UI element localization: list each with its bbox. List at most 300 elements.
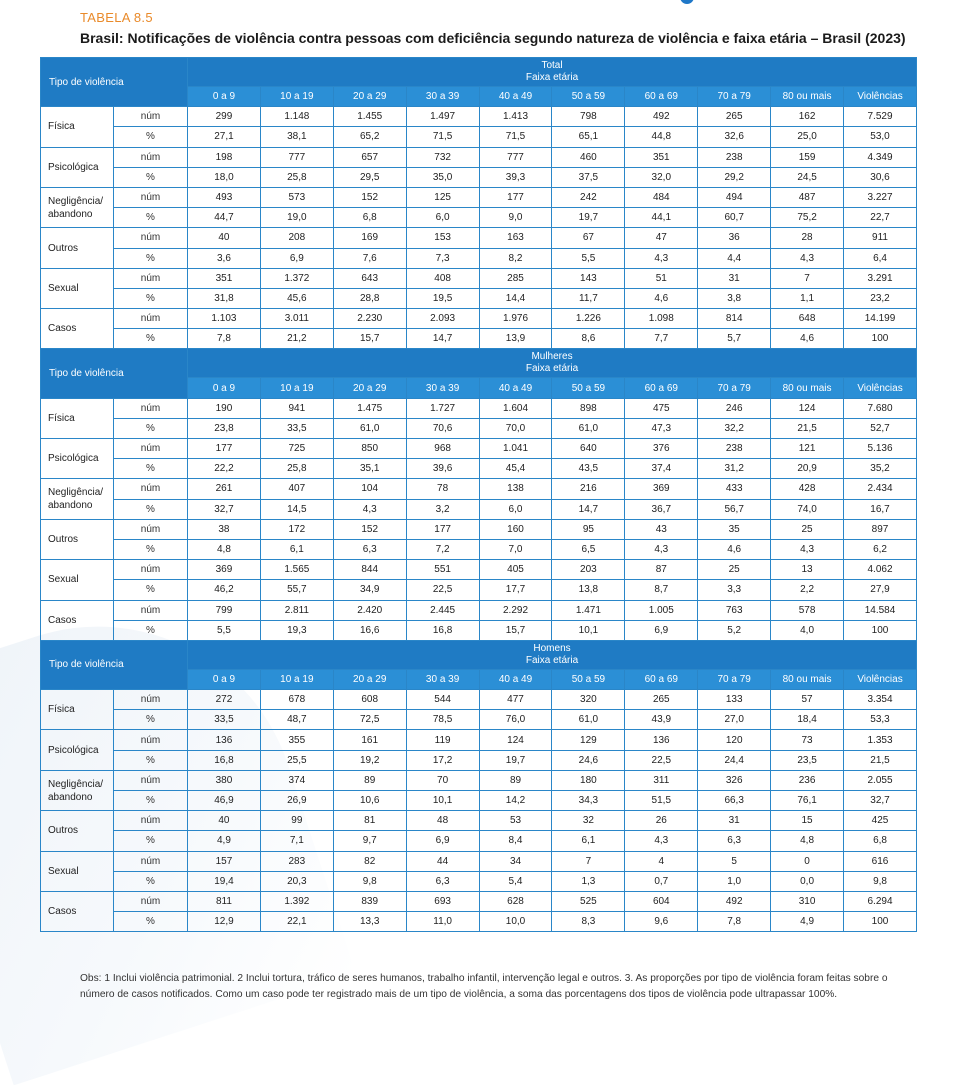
table-cell: 43,5 [552, 459, 625, 479]
table-cell: 6,9 [260, 248, 333, 268]
table-cell: 32,6 [698, 127, 771, 147]
table-cell: 1.565 [260, 560, 333, 580]
table-cell: 6,0 [479, 499, 552, 519]
table-cell: 61,0 [552, 710, 625, 730]
unit-num-label: núm [114, 891, 188, 911]
unit-pct-label: % [114, 208, 188, 228]
table-cell: 72,5 [333, 710, 406, 730]
table-cell: 1.005 [625, 600, 698, 620]
table-cell: 408 [406, 268, 479, 288]
table-cell: 657 [333, 147, 406, 167]
table-cell: 73 [771, 730, 844, 750]
table-cell: 87 [625, 560, 698, 580]
table-cell: 30,6 [844, 167, 917, 187]
table-cell: 376 [625, 439, 698, 459]
table-row [41, 398, 917, 418]
table-cell: 162 [771, 107, 844, 127]
table-cell: 57 [771, 690, 844, 710]
group-subtitle: Faixa etária [525, 654, 579, 666]
table-cell: 203 [552, 560, 625, 580]
table-row [41, 248, 917, 268]
table-cell: 19,7 [479, 750, 552, 770]
table-cell: 15 [771, 811, 844, 831]
table-cell: 1.471 [552, 600, 625, 620]
table-cell: 551 [406, 560, 479, 580]
table-cell: 2.292 [479, 600, 552, 620]
violence-type-label: Sexual [41, 851, 114, 891]
table-cell: 8,4 [479, 831, 552, 851]
age-header: 20 a 29 [333, 87, 406, 107]
table-cell: 13,9 [479, 329, 552, 349]
table-row [41, 167, 917, 187]
table-cell: 23,5 [771, 750, 844, 770]
table-cell: 14.199 [844, 309, 917, 329]
table-cell: 53,3 [844, 710, 917, 730]
table-cell: 26 [625, 811, 698, 831]
table-cell: 407 [260, 479, 333, 499]
table-cell: 177 [479, 187, 552, 207]
table-row [41, 620, 917, 640]
table-cell: 460 [552, 147, 625, 167]
table-cell: 4,3 [333, 499, 406, 519]
table-cell: 11,0 [406, 912, 479, 932]
table-cell: 9,6 [625, 912, 698, 932]
table-row [41, 288, 917, 308]
table-cell: 238 [698, 439, 771, 459]
table-cell: 40 [188, 228, 261, 248]
table-cell: 1,0 [698, 871, 771, 891]
table-cell: 14,7 [406, 329, 479, 349]
table-cell: 23,2 [844, 288, 917, 308]
table-cell: 5,4 [479, 871, 552, 891]
table-cell: 25,8 [260, 459, 333, 479]
unit-num-label: núm [114, 811, 188, 831]
table-row [41, 418, 917, 438]
violence-type-label: Negligência/ abandono [41, 479, 114, 519]
table-cell: 2.434 [844, 479, 917, 499]
table-cell: 66,3 [698, 791, 771, 811]
table-cell: 48 [406, 811, 479, 831]
table-cell: 2.093 [406, 309, 479, 329]
table-cell: 7,7 [625, 329, 698, 349]
table-cell: 643 [333, 268, 406, 288]
table-cell: 369 [625, 479, 698, 499]
table-row [41, 309, 917, 329]
table-cell: 1.226 [552, 309, 625, 329]
age-header: 70 a 79 [698, 87, 771, 107]
table-cell: 11,7 [552, 288, 625, 308]
table-row [41, 730, 917, 750]
table-cell: 4,9 [771, 912, 844, 932]
table-cell: 798 [552, 107, 625, 127]
table-cell: 78 [406, 479, 479, 499]
data-table [40, 57, 917, 932]
table-cell: 46,9 [188, 791, 261, 811]
table-cell: 16,7 [844, 499, 917, 519]
age-header: 30 a 39 [406, 378, 479, 398]
violence-type-label: Outros [41, 228, 114, 268]
unit-pct-label: % [114, 127, 188, 147]
table-cell: 7,6 [333, 248, 406, 268]
table-cell: 25 [698, 560, 771, 580]
table-cell: 4,4 [698, 248, 771, 268]
table-cell: 157 [188, 851, 261, 871]
table-cell: 725 [260, 439, 333, 459]
table-cell: 8,7 [625, 580, 698, 600]
table-cell: 2.445 [406, 600, 479, 620]
table-row [41, 459, 917, 479]
table-cell: 7 [771, 268, 844, 288]
table-cell: 21,5 [771, 418, 844, 438]
table-cell: 1,1 [771, 288, 844, 308]
table-cell: 100 [844, 620, 917, 640]
table-row [41, 600, 917, 620]
table-cell: 53 [479, 811, 552, 831]
table-cell: 492 [698, 891, 771, 911]
unit-pct-label: % [114, 831, 188, 851]
table-cell: 433 [698, 479, 771, 499]
table-cell: 7,1 [260, 831, 333, 851]
table-cell: 22,5 [625, 750, 698, 770]
table-cell: 777 [260, 147, 333, 167]
table-cell: 5.136 [844, 439, 917, 459]
table-cell: 14,7 [552, 499, 625, 519]
table-cell: 6,9 [625, 620, 698, 640]
unit-num-label: núm [114, 228, 188, 248]
unit-pct-label: % [114, 248, 188, 268]
table-cell: 640 [552, 439, 625, 459]
table-cell: 10,1 [406, 791, 479, 811]
table-cell: 81 [333, 811, 406, 831]
table-row [41, 147, 917, 167]
table-cell: 19,7 [552, 208, 625, 228]
table-cell: 7,8 [698, 912, 771, 932]
table-cell: 4,8 [771, 831, 844, 851]
table-cell: 283 [260, 851, 333, 871]
unit-pct-label: % [114, 912, 188, 932]
group-header-row [41, 58, 917, 87]
table-row [41, 871, 917, 891]
group-header-row [41, 349, 917, 378]
table-cell: 24,6 [552, 750, 625, 770]
violence-type-label: Casos [41, 600, 114, 640]
table-cell: 9,8 [844, 871, 917, 891]
table-cell: 1,3 [552, 871, 625, 891]
table-cell: 16,8 [188, 750, 261, 770]
table-cell: 4 [625, 851, 698, 871]
table-cell: 1.604 [479, 398, 552, 418]
table-cell: 25 [771, 519, 844, 539]
table-cell: 941 [260, 398, 333, 418]
table-cell: 22,1 [260, 912, 333, 932]
table-cell: 678 [260, 690, 333, 710]
table-cell: 39,3 [479, 167, 552, 187]
table-cell: 24,4 [698, 750, 771, 770]
table-cell: 799 [188, 600, 261, 620]
table-row [41, 208, 917, 228]
table-cell: 23,8 [188, 418, 261, 438]
table-cell: 32 [552, 811, 625, 831]
table-cell: 811 [188, 891, 261, 911]
table-cell: 898 [552, 398, 625, 418]
table-cell: 20,3 [260, 871, 333, 891]
table-cell: 285 [479, 268, 552, 288]
table-cell: 47,3 [625, 418, 698, 438]
table-row [41, 690, 917, 710]
table-cell: 136 [625, 730, 698, 750]
table-cell: 65,2 [333, 127, 406, 147]
table-cell: 35 [698, 519, 771, 539]
unit-num-label: núm [114, 600, 188, 620]
table-cell: 3,8 [698, 288, 771, 308]
table-cell: 152 [333, 519, 406, 539]
table-cell: 25,8 [260, 167, 333, 187]
violence-type-label: Física [41, 398, 114, 438]
table-cell: 76,0 [479, 710, 552, 730]
table-cell: 616 [844, 851, 917, 871]
table-cell: 19,4 [188, 871, 261, 891]
table-cell: 1.976 [479, 309, 552, 329]
group-title-cell [188, 640, 917, 669]
table-cell: 2.420 [333, 600, 406, 620]
unit-num-label: núm [114, 107, 188, 127]
age-header: 20 a 29 [333, 378, 406, 398]
table-cell: 492 [625, 107, 698, 127]
table-cell: 1.103 [188, 309, 261, 329]
table-cell: 261 [188, 479, 261, 499]
table-cell: 477 [479, 690, 552, 710]
violence-type-label: Psicológica [41, 730, 114, 770]
table-cell: 6,8 [844, 831, 917, 851]
table-cell: 18,0 [188, 167, 261, 187]
violence-type-label: Psicológica [41, 439, 114, 479]
table-cell: 74,0 [771, 499, 844, 519]
table-row [41, 750, 917, 770]
table-cell: 19,5 [406, 288, 479, 308]
table-cell: 36,7 [625, 499, 698, 519]
table-cell: 31 [698, 811, 771, 831]
table-cell: 89 [479, 770, 552, 790]
table-cell: 177 [188, 439, 261, 459]
table-cell: 208 [260, 228, 333, 248]
table-cell: 44 [406, 851, 479, 871]
table-cell: 24,5 [771, 167, 844, 187]
table-cell: 104 [333, 479, 406, 499]
table-cell: 16,6 [333, 620, 406, 640]
table-cell: 60,7 [698, 208, 771, 228]
age-header: 20 a 29 [333, 669, 406, 689]
table-cell: 159 [771, 147, 844, 167]
age-header: 50 a 59 [552, 669, 625, 689]
age-header: 80 ou mais [771, 669, 844, 689]
table-cell: 169 [333, 228, 406, 248]
table-cell: 15,7 [333, 329, 406, 349]
table-row [41, 560, 917, 580]
table-cell: 604 [625, 891, 698, 911]
table-cell: 4.349 [844, 147, 917, 167]
table-cell: 43,9 [625, 710, 698, 730]
unit-num-label: núm [114, 439, 188, 459]
table-cell: 61,0 [333, 418, 406, 438]
table-cell: 544 [406, 690, 479, 710]
table-cell: 4,3 [625, 248, 698, 268]
table-cell: 14,4 [479, 288, 552, 308]
table-cell: 3.227 [844, 187, 917, 207]
table-cell: 32,7 [188, 499, 261, 519]
table-cell: 777 [479, 147, 552, 167]
table-cell: 6,1 [552, 831, 625, 851]
age-header: 0 a 9 [188, 378, 261, 398]
table-cell: 380 [188, 770, 261, 790]
table-cell: 351 [625, 147, 698, 167]
unit-num-label: núm [114, 560, 188, 580]
table-cell: 968 [406, 439, 479, 459]
table-cell: 51 [625, 268, 698, 288]
violence-type-label: Outros [41, 519, 114, 559]
table-cell: 9,8 [333, 871, 406, 891]
table-cell: 29,2 [698, 167, 771, 187]
age-header: 70 a 79 [698, 669, 771, 689]
unit-num-label: núm [114, 187, 188, 207]
table-cell: 8,6 [552, 329, 625, 349]
table-cell: 236 [771, 770, 844, 790]
table-cell: 525 [552, 891, 625, 911]
table-cell: 1.041 [479, 439, 552, 459]
unit-pct-label: % [114, 418, 188, 438]
table-cell: 99 [260, 811, 333, 831]
table-cell: 32,0 [625, 167, 698, 187]
table-cell: 3,2 [406, 499, 479, 519]
table-cell: 369 [188, 560, 261, 580]
table-cell: 46,2 [188, 580, 261, 600]
table-row [41, 851, 917, 871]
table-cell: 7,3 [406, 248, 479, 268]
age-header: 80 ou mais [771, 378, 844, 398]
table-row [41, 831, 917, 851]
table-cell: 34 [479, 851, 552, 871]
table-cell: 31,2 [698, 459, 771, 479]
table-cell: 22,7 [844, 208, 917, 228]
table-cell: 45,4 [479, 459, 552, 479]
table-cell: 43 [625, 519, 698, 539]
unit-num-label: núm [114, 851, 188, 871]
accent-decoration [680, 0, 694, 4]
table-cell: 0 [771, 851, 844, 871]
type-column-header: Tipo de violência [41, 58, 188, 107]
table-cell: 121 [771, 439, 844, 459]
table-cell: 136 [188, 730, 261, 750]
footnote: Obs: 1 Inclui violência patrimonial. 2 Inclui tortura, tráfico de seres humanos, trabalho infantil, intervenção legal e outros. 3. As proporções por tipo de violência foram feitas sobre o número de casos notificados. Como um caso pode ter registrado mais de um tipo de violência, a soma das porcentagens dos tipos de violência pode ultrapassar 100%. [80, 973, 888, 1000]
table-cell: 161 [333, 730, 406, 750]
violence-type-label: Negligência/ abandono [41, 187, 114, 227]
table-cell: 242 [552, 187, 625, 207]
violence-type-label: Outros [41, 811, 114, 851]
age-header: 60 a 69 [625, 378, 698, 398]
table-cell: 14.584 [844, 600, 917, 620]
table-cell: 648 [771, 309, 844, 329]
table-cell: 1.455 [333, 107, 406, 127]
table-cell: 119 [406, 730, 479, 750]
table-cell: 310 [771, 891, 844, 911]
age-header: 10 a 19 [260, 669, 333, 689]
table-cell: 44,1 [625, 208, 698, 228]
table-cell: 76,1 [771, 791, 844, 811]
unit-num-label: núm [114, 730, 188, 750]
table-cell: 61,0 [552, 418, 625, 438]
table-cell: 28 [771, 228, 844, 248]
table-cell: 25,5 [260, 750, 333, 770]
age-header: 50 a 59 [552, 87, 625, 107]
table-cell: 246 [698, 398, 771, 418]
table-cell: 6.294 [844, 891, 917, 911]
table-cell: 38 [188, 519, 261, 539]
table-cell: 3.354 [844, 690, 917, 710]
table-cell: 19,3 [260, 620, 333, 640]
table-cell: 53,0 [844, 127, 917, 147]
table-cell: 9,0 [479, 208, 552, 228]
violence-type-label: Física [41, 690, 114, 730]
table-cell: 911 [844, 228, 917, 248]
table-cell: 190 [188, 398, 261, 418]
table-cell: 1.098 [625, 309, 698, 329]
table-row [41, 891, 917, 911]
violence-type-label: Sexual [41, 268, 114, 308]
table-cell: 52,7 [844, 418, 917, 438]
table-cell: 374 [260, 770, 333, 790]
table-cell: 21,5 [844, 750, 917, 770]
table-cell: 10,0 [479, 912, 552, 932]
table-cell: 6,3 [406, 871, 479, 891]
table-cell: 1.392 [260, 891, 333, 911]
table-cell: 4,3 [771, 539, 844, 559]
table-cell: 355 [260, 730, 333, 750]
table-cell: 1.497 [406, 107, 479, 127]
table-cell: 7 [552, 851, 625, 871]
table-cell: 7,8 [188, 329, 261, 349]
table-row [41, 127, 917, 147]
table-cell: 100 [844, 329, 917, 349]
table-row [41, 268, 917, 288]
violence-type-label: Psicológica [41, 147, 114, 187]
table-cell: 75,2 [771, 208, 844, 228]
age-header: 40 a 49 [479, 87, 552, 107]
table-cell: 6,0 [406, 208, 479, 228]
table-cell: 45,6 [260, 288, 333, 308]
table-cell: 5,7 [698, 329, 771, 349]
table-cell: 71,5 [479, 127, 552, 147]
table-cell: 216 [552, 479, 625, 499]
table-cell: 844 [333, 560, 406, 580]
unit-num-label: núm [114, 268, 188, 288]
unit-pct-label: % [114, 710, 188, 730]
table-cell: 67 [552, 228, 625, 248]
table-cell: 573 [260, 187, 333, 207]
table-cell: 14,2 [479, 791, 552, 811]
table-cell: 493 [188, 187, 261, 207]
table-row [41, 811, 917, 831]
unit-pct-label: % [114, 791, 188, 811]
table-body [41, 58, 917, 932]
table-cell: 89 [333, 770, 406, 790]
unit-pct-label: % [114, 620, 188, 640]
table-cell: 4,3 [771, 248, 844, 268]
table-cell: 5,5 [188, 620, 261, 640]
table-cell: 4,6 [625, 288, 698, 308]
table-cell: 265 [625, 690, 698, 710]
table-row [41, 791, 917, 811]
table-cell: 272 [188, 690, 261, 710]
table-cell: 238 [698, 147, 771, 167]
